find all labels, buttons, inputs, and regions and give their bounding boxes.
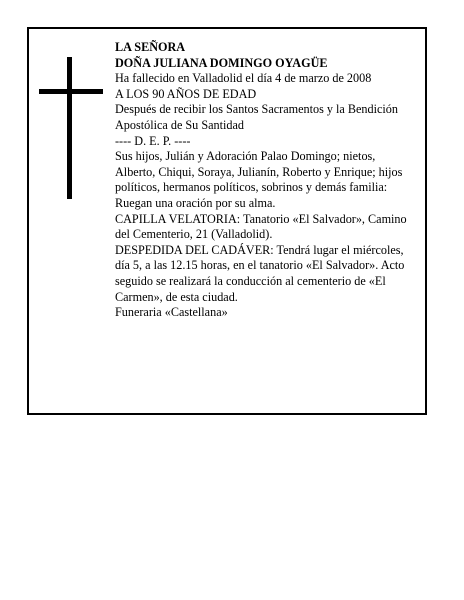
cross-horizontal-bar bbox=[39, 89, 103, 94]
farewell-line: DESPEDIDA DEL CADÁVER: Tendrá lugar el miércoles, día 5, a las 12.15 horas, en el tanatorio «El Salvador». Acto seguido se realizará la conducción al cementerio de «El Carmen», de esta ciudad. bbox=[115, 242, 405, 304]
notice-title: LA SEÑORA bbox=[115, 40, 186, 54]
cross-vertical-bar bbox=[67, 57, 72, 199]
chapel-line: CAPILLA VELATORIA: Tanatorio «El Salvador», Camino del Cementerio, 21 (Valladolid). bbox=[115, 211, 407, 242]
rip-line: ---- D. E. P. ---- bbox=[115, 133, 191, 148]
obituary-notice bbox=[27, 27, 427, 415]
sacraments-line: Después de recibir los Santos Sacramentos y la Bendición Apostólica de Su Santidad bbox=[115, 102, 398, 132]
age-line: A LOS 90 AÑOS DE EDAD bbox=[115, 86, 257, 101]
funeral-home-line: Funeraria «Castellana» bbox=[115, 305, 228, 320]
notice-text bbox=[115, 40, 415, 321]
deceased-name: DOÑA JULIANA DOMINGO OYAGÜE bbox=[115, 55, 328, 70]
prayer-line: Ruegan una oración por su alma. bbox=[115, 195, 276, 210]
family-line: Sus hijos, Julián y Adoración Palao Domingo; nietos, Alberto, Chiqui, Soraya, Julianín, Roberto y Enrique; hijos políticos, hermanos políticos, sobrinos y demás familia: bbox=[115, 149, 403, 195]
death-line: Ha fallecido en Valladolid el día 4 de marzo de 2008 bbox=[115, 71, 372, 86]
cross-icon bbox=[39, 57, 103, 199]
